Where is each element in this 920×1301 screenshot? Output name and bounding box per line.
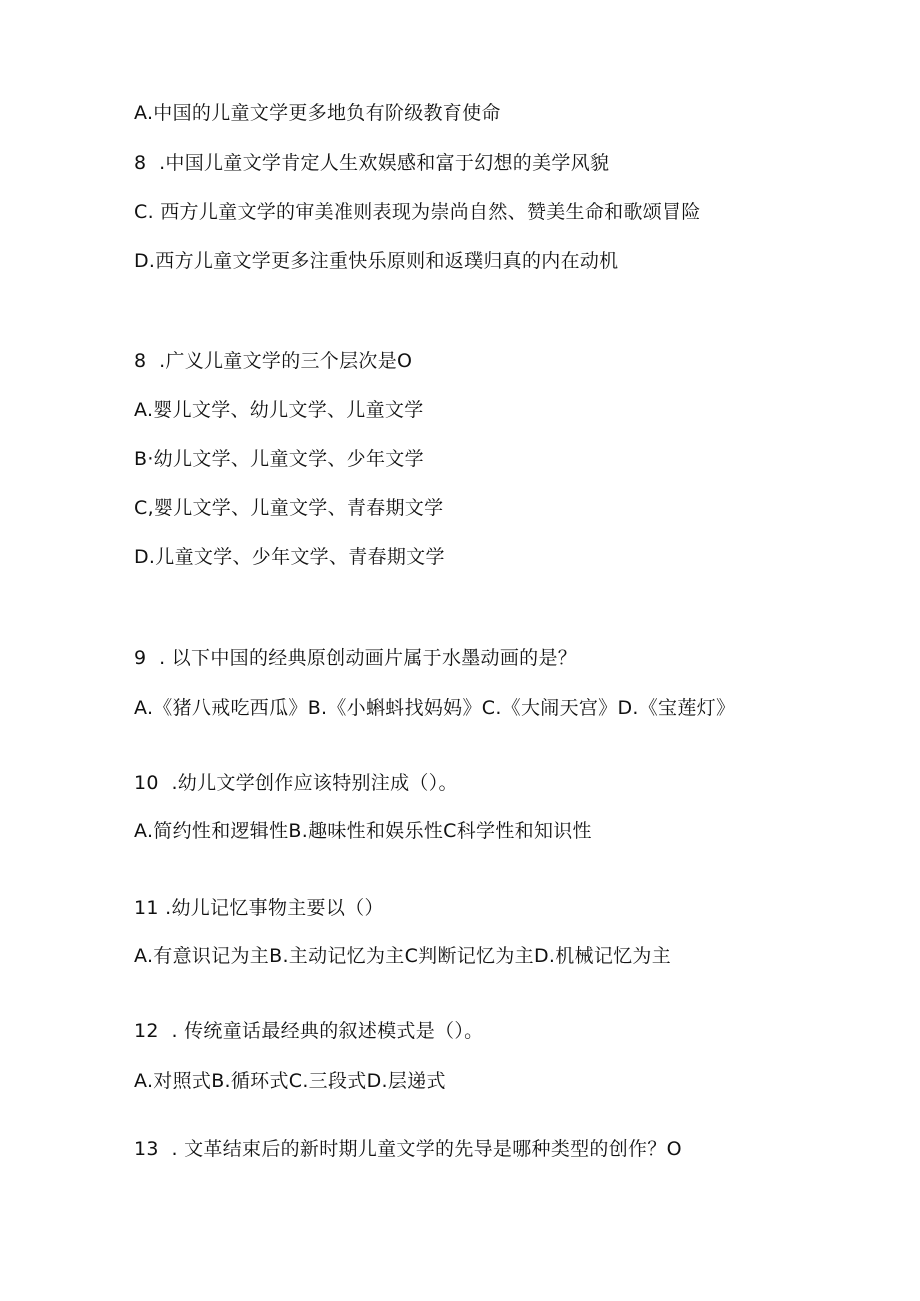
option-b-q8: B·幼儿文学、儿童文学、少年文学 xyxy=(134,448,424,470)
question-8: 8 .广义儿童文学的三个层次是O xyxy=(134,350,413,372)
option-c-q7: C. 西方儿童文学的审美准则表现为崇尚自然、赞美生命和歌颂冒险 xyxy=(134,201,701,223)
options-q12: A.对照式B.循环式C.三段式D.层递式 xyxy=(134,1070,446,1092)
option-b-q7: 8 .中国儿童文学肯定人生欢娱感和富于幻想的美学风貌 xyxy=(134,152,610,174)
question-12: 12 . 传统童话最经典的叙述模式是（）。 xyxy=(134,1020,484,1042)
question-11: 11 .幼儿记忆事物主要以（） xyxy=(134,897,384,919)
option-d-q7: D.西方儿童文学更多注重快乐原则和返璞归真的内在动机 xyxy=(134,250,619,272)
option-a-q8: A.婴儿文学、幼儿文学、儿童文学 xyxy=(134,399,424,421)
options-q9: A.《猪八戒吃西瓜》B.《小蝌蚪找妈妈》C.《大闹天宫》D.《宝莲灯》 xyxy=(134,697,736,719)
question-13: 13 . 文革结束后的新时期儿童文学的先导是哪种类型的创作？O xyxy=(134,1138,682,1160)
options-q10: A.简约性和逻辑性B.趣味性和娱乐性C科学性和知识性 xyxy=(134,820,592,842)
question-10: 10 .幼儿文学创作应该特别注成（）。 xyxy=(134,772,458,794)
question-9: 9 . 以下中国的经典原创动画片属于水墨动画的是？ xyxy=(134,647,578,669)
options-q11: A.有意识记为主B.主动记忆为主C判断记忆为主D.机械记忆为主 xyxy=(134,945,672,967)
option-c-q8: C,婴儿文学、儿童文学、青春期文学 xyxy=(134,497,444,519)
option-d-q8: D.儿童文学、少年文学、青春期文学 xyxy=(134,546,445,568)
option-a-q7: A.中国的儿童文学更多地负有阶级教育使命 xyxy=(134,102,501,124)
